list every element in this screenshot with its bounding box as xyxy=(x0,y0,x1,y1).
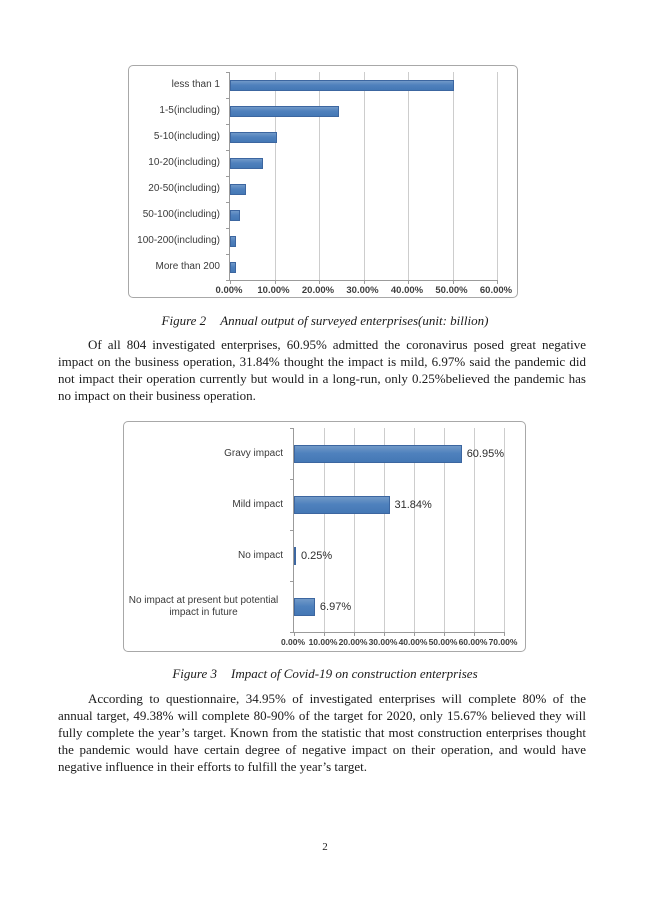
bar-row xyxy=(230,98,497,124)
value-axis-tick-label: 0.00% xyxy=(280,637,306,647)
figure3-caption-label: Figure 3 xyxy=(172,666,218,681)
category-label: More than 200 xyxy=(155,261,220,273)
value-axis-tick xyxy=(414,632,415,636)
bar-6 xyxy=(230,236,236,247)
value-axis-tick-label: 50.00% xyxy=(428,637,458,647)
gridline xyxy=(504,428,505,632)
value-axis-tick-label: 20.00% xyxy=(301,285,335,296)
page-number: 2 xyxy=(322,841,328,853)
value-axis-tick xyxy=(504,632,505,636)
value-axis-tick-label: 60.00% xyxy=(479,285,513,296)
category-label: Gravy impact xyxy=(224,447,283,459)
bar-0 xyxy=(294,445,462,463)
figure2-plot-area xyxy=(229,72,497,281)
bar-row xyxy=(230,72,497,98)
bar-2 xyxy=(230,132,277,143)
value-axis-tick-label: 10.00% xyxy=(308,637,338,647)
bar-1 xyxy=(294,496,390,514)
value-axis-tick-label: 40.00% xyxy=(390,285,424,296)
gridline xyxy=(497,72,498,280)
bar-row xyxy=(230,254,497,280)
bar-4 xyxy=(230,184,246,195)
bar-row xyxy=(230,202,497,228)
value-axis-tick xyxy=(444,632,445,636)
figure2-bar-chart xyxy=(128,65,518,298)
value-axis-tick xyxy=(453,280,454,284)
bar-value-label: 60.95% xyxy=(466,447,504,460)
value-axis-tick xyxy=(319,280,320,284)
value-axis-tick xyxy=(408,280,409,284)
category-label: 20-50(including) xyxy=(148,183,220,195)
value-axis-tick xyxy=(474,632,475,636)
figure3-plot-area xyxy=(293,428,504,633)
bar-3 xyxy=(230,158,263,169)
value-axis-tick xyxy=(294,632,295,636)
figure2-value-axis xyxy=(215,283,513,297)
figure3-bar-chart xyxy=(123,421,526,652)
bar-row xyxy=(294,428,504,479)
category-label: 100-200(including) xyxy=(137,235,220,247)
bar-value-label: 6.97% xyxy=(319,600,352,613)
bar-value-label: 31.84% xyxy=(394,498,432,511)
category-label: 50-100(including) xyxy=(142,209,220,221)
value-axis-tick xyxy=(354,632,355,636)
value-axis-tick-label: 30.00% xyxy=(346,285,379,296)
value-axis-tick xyxy=(384,632,385,636)
bar-row xyxy=(294,479,504,530)
category-label: No impact at present but potential impact in future xyxy=(128,595,279,618)
bar-row xyxy=(230,228,497,254)
category-label: less than 1 xyxy=(171,79,220,91)
paragraph-covid-impact-stats: Of all 804 investigated enterprises, 60.95% admitted the coronavirus posed great negative impact on the business operation, 31.84% thought the impact is mild, 6.97% said the pandemic did not impact their operation currently but would in a long-run, only 0.25%believed the pandemic has no impact on their business operation. xyxy=(58,337,586,403)
figure2-caption-text: Annual output of surveyed enterprises(unit: billion) xyxy=(220,313,489,328)
figure2-caption xyxy=(0,313,650,329)
figure3-caption xyxy=(0,666,650,682)
figure3-value-axis xyxy=(280,635,518,649)
figure3-category-axis xyxy=(124,428,287,632)
value-axis-tick xyxy=(364,280,365,284)
bar-2 xyxy=(294,547,296,565)
paragraph-target-completion-stats: According to questionnaire, 34.95% of investigated enterprises will complete 80% of the annual target, 49.38% will complete 80-90% of the target for 2020, only 15.67% believed they will fully complete the year’s target. Known from the statistic that most construction enterprises thought the pandemic would have certain degree of negative impact on their operation, and would have negative influence in their efforts to fulfill the year’s target. xyxy=(58,691,586,774)
bar-value-label: 0.25% xyxy=(301,549,333,562)
figure2-caption-label: Figure 2 xyxy=(161,313,207,328)
bar-row xyxy=(230,124,497,150)
category-label: Mild impact xyxy=(232,498,283,510)
value-axis-tick-label: 20.00% xyxy=(338,637,368,647)
category-label: 10-20(including) xyxy=(148,157,220,169)
bar-row xyxy=(230,176,497,202)
value-axis-tick-label: 40.00% xyxy=(398,637,428,647)
value-axis-tick xyxy=(230,280,231,284)
bar-1 xyxy=(230,106,339,117)
bar-row xyxy=(230,150,497,176)
value-axis-tick-label: 70.00% xyxy=(488,637,518,647)
value-axis-tick-label: 50.00% xyxy=(435,285,468,296)
bar-3 xyxy=(294,598,315,616)
value-axis-tick-label: 10.00% xyxy=(257,285,290,296)
value-axis-tick-label: 30.00% xyxy=(368,637,398,647)
category-label: 5-10(including) xyxy=(153,131,220,143)
value-axis-tick-label: 60.00% xyxy=(458,637,488,647)
bar-7 xyxy=(230,262,236,273)
bar-0 xyxy=(230,80,454,91)
bar-row xyxy=(294,581,504,632)
category-label: No impact xyxy=(237,549,283,561)
category-label: 1-5(including) xyxy=(159,105,220,117)
bar-5 xyxy=(230,210,240,221)
figure2-category-axis xyxy=(129,72,225,280)
figure3-caption-text: Impact of Covid-19 on construction enterprises xyxy=(231,666,478,681)
bar-row xyxy=(294,530,504,581)
value-axis-tick-label: 0.00% xyxy=(215,285,243,296)
value-axis-tick xyxy=(324,632,325,636)
value-axis-tick xyxy=(497,280,498,284)
value-axis-tick xyxy=(275,280,276,284)
